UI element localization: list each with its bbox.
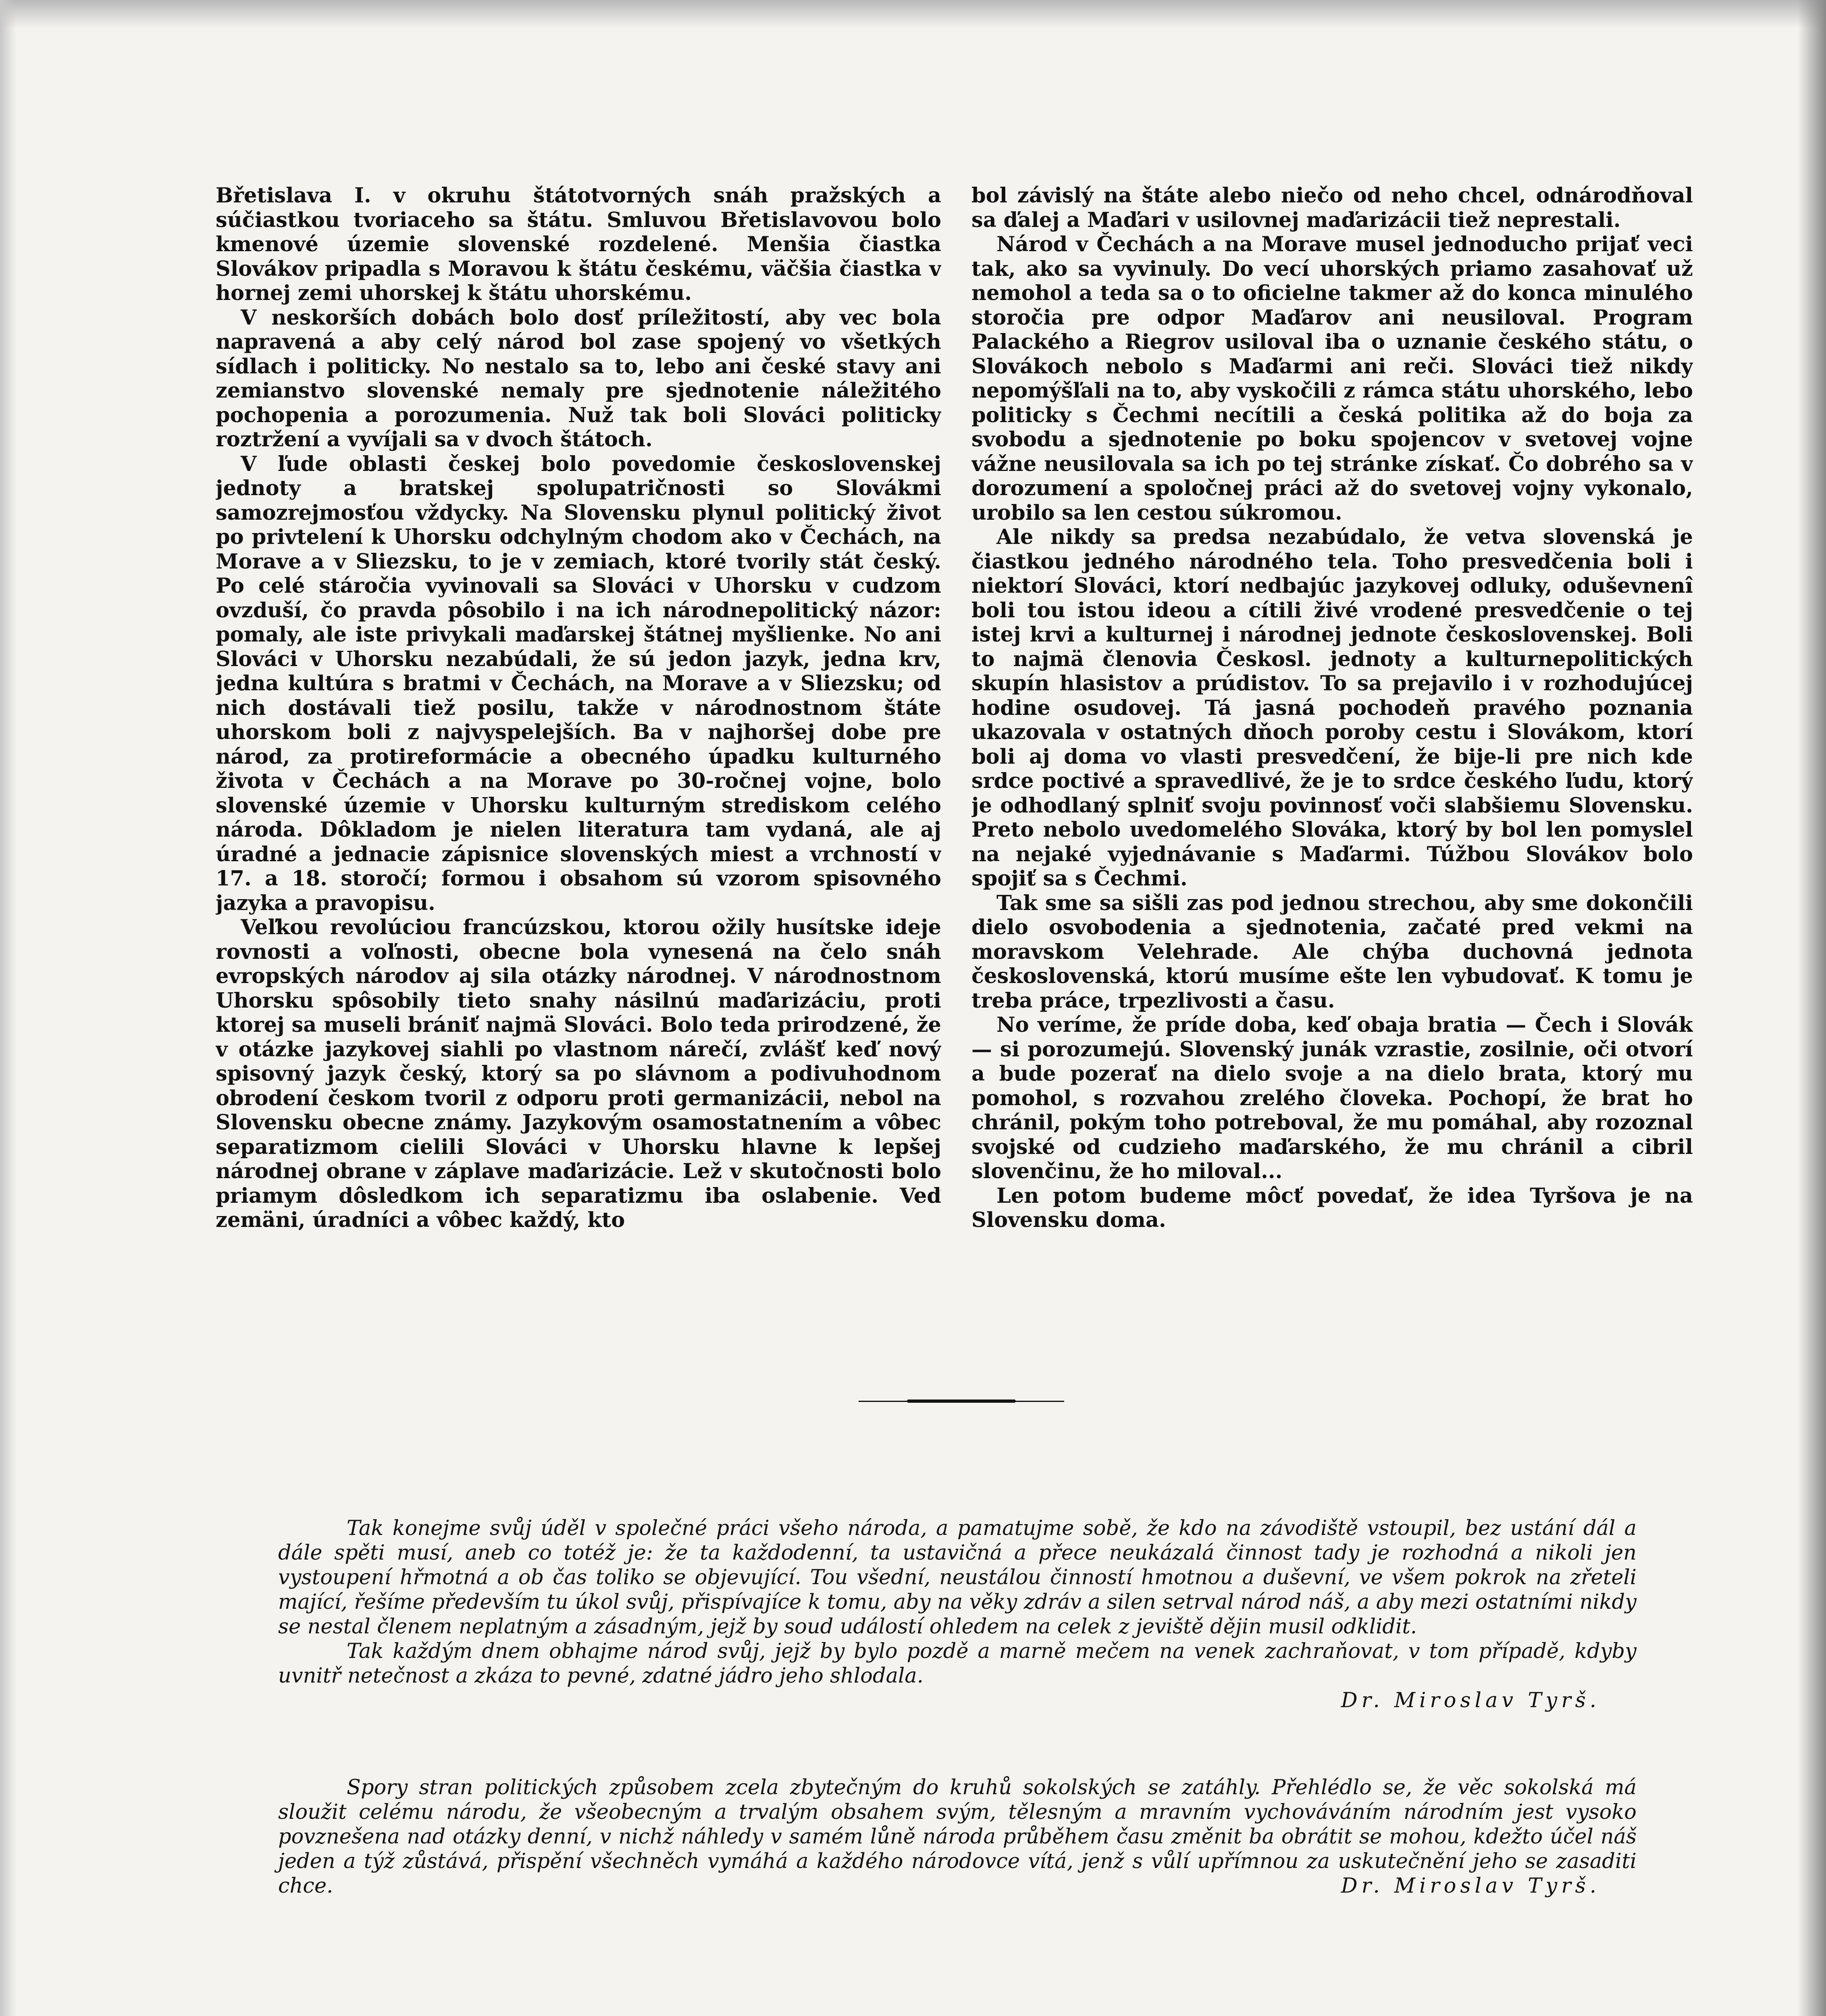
paragraph: Ale nikdy sa predsa nezabúdalo, že vetva slovenská je čiastkou jedného národného tela. Toho presvedčenia boli i niektorí Slováci, ktorí nedbajúc jazykovej odluky, oduševnenî boli tou istou ideou a cítili živé vrodené presvedčenie o tej istej krvi a kulturnej i národnej jednote československej. Boli to najmä členovia Českosl. jednoty a kulturnepolitických skupín hlasistov a prúdistov. To sa prejavilo i v rozhodujúcej hodine osudovej. Tá jasná pochodeň pravého poznania ukazovala v ostatných dňoch poroby cestu i Slovákom, ktorí boli aj doma vo vlasti presvedčení, že bije-li pre nich kde srdce poctivé a spravedlivé, že je to srdce českého ľudu, ktorý je odhodlaný splniť svoju povinnosť voči slabšiemu Slovensku. Preto nebolo uvedomelého Slováka, ktorý by bol len pomyslel na nejaké vyjednávanie s Maďarmi. Túžbou Slovákov bolo spojiť sa s Čechmi. [971,525,1693,891]
article-body [216,183,1693,1353]
scan-shadow-top [0,0,1826,28]
paragraph: No veríme, že príde doba, keď obaja bratia — Čech i Slovák — si porozumejú. Slovenský junák vzrastie, zosilnie, oči otvorí a bude pozerať na dielo svoje a na dielo brata, ktorý mu pomohol, s rozvahou zrelého človeka. Pochopí, že brat ho chránil, pokým toho potreboval, že mu pomáhal, aby rozoznal svojské od cudzieho maďarského, že mu chránil a cibril slovenčinu, že ho miloval... [971,1013,1693,1183]
quotes-section [278,1516,1637,1898]
quote-paragraph [278,1775,1637,1898]
tyrs-quote-1 [278,1516,1637,1713]
paragraph: Veľkou revolúciou francúzskou, ktorou ožily husítske ideje rovnosti a voľnosti, obecne bola vynesená na čelo snáh evropských národov aj sila otázky národnej. V národnostnom Uhorsku spôsobily tieto snahy násilnú maďarizáciu, proti ktorej sa museli brániť najmä Slováci. Bolo teda prirodzené, že v otázke jazykovej siahli po vlastnom nárečí, zvlášť keď nový spisovný jazyk český, ktorý sa po slávnom a podivuhodnom obrodení českom tvoril z odporu proti germanizácii, nebol na Slovensku obecne známy. Jazykovým osamostatnením a vôbec separatizmom cielili Slováci v Uhorsku hlavne k lepšej národnej obrane v záplave maďarizácie. Lež v skutočnosti bolo priamym dôsledkom ich separatizmu iba oslabenie. Veď zemäni, úradníci a vôbec každý, kto [216,915,941,1232]
quote-text: Spory stran politických způsobem zcela zbytečným do kruhů sokolských se zatáhly. Přehlédlo se, že věc sokolská má sloužit celému národu, že všeobecným a trvalým obsahem svým, tělesným a mravním vychováváním národním jest vysoko povznešena nad otázky denní, v nichž náhledy v samém lůně národa průběhem času změnit ba obrátit se mohou, kdežto účel náš jeden a týž zůstává, přispění všechněch vymáhá a každého národovce vítá, jenž s vůlí upřímnou za uskutečnění jeho se zasaditi chce. [278,1776,1637,1898]
paragraph: V neskorších dobách bolo dosť príležitostí, aby vec bola napravená a aby celý národ bol zase spojený vo všetkých sídlach i politicky. No nestalo sa to, lebo ani české stavy ani zemianstvo slovenské nemaly pre sjednotenie náležitého pochopenia a porozumenia. Nuž tak boli Slováci politicky roztržení a vyvíjali sa v dvoch štátoch. [216,305,941,452]
scan-shadow-right [1798,0,1826,2016]
paragraph: Tak sme sa sišli zas pod jednou strechou, aby sme dokončili dielo osvobodenia a sjednotenia, začaté pred vekmi na moravskom Velehrade. Ale chýba duchovná jednota československá, ktorú musíme ešte len vybudovať. K tomu je treba práce, trpezlivosti a času. [971,891,1693,1013]
divider-bar [907,1400,1016,1403]
text-column-right [971,183,1693,1353]
quote-paragraph: Tak konejme svůj úděl v společné práci všeho národa, a pamatujme sobě, že kdo na závodiště vstoupil, bez ustání dál a dále spěti musí, aneb co totéž je: že ta každodenní, ta ustavičná a přece neukázalá činnost tady je rozhodná a nikoli jen vystoupení hřmotná a ob čas toliko se objevující. Tou všední, neustálou činností hmotnou a duševní, ve všem pokrok na zřeteli mající, řešíme především tu úkol svůj, přispívajíce k tomu, aby na věky zdráv a silen setrval národ náš, a aby mezi ostatními nikdy se nestal členem neplatným a zásadným, jejž by soud událostí ohledem na celek z jeviště dějin musil odklidit. [278,1516,1637,1639]
paragraph: bol závislý na štáte alebo niečo od neho chcel, odnárodňoval sa ďalej a Maďari v usilovnej maďarizácii tiež neprestali. [971,183,1693,232]
scan-shadow-left [0,0,16,2016]
tyrs-quote-2 [278,1775,1637,1898]
quote-signature: Dr. Miroslav Tyrš. [1341,1874,1600,1898]
section-divider [859,1399,1064,1403]
paragraph: Len potom budeme môcť povedať, že idea Tyršova je na Slovensku doma. [971,1183,1693,1232]
paragraph: V ľude oblasti českej bolo povedomie československej jednoty a bratskej spolupatričnosti so Slovákmi samozrejmosťou vždycky. Na Slovensku plynul politický život po privtelení k Uhorsku odchylným chodom ako v Čechách, na Morave a v Sliezsku, to je v zemiach, ktoré tvorily stát český. Po celé stáročia vyvinovali sa Slováci v Uhorsku v cudzom ovzduší, čo pravda pôsobilo i na ich národnepolitický názor: pomaly, ale iste privykali maďarskej štátnej myšlienke. No ani Slováci v Uhorsku nezabúdali, že sú jedon jazyk, jedna krv, jedna kultúra s bratmi v Čechách, na Morave a v Sliezsku; od nich dostávali tiež posilu, takže v národnostnom štáte uhorskom boli z najvyspelejších. Ba v najhoršej dobe pre národ, za protireformácie a obecného úpadku kulturného života v Čechách a na Morave po 30-ročnej vojne, bolo slovenské územie v Uhorsku kulturným strediskom celého národa. Dôkladom je nielen literatura tam vydaná, ale aj úradné a jednacie zápisnice slovenských miest a vrchností v 17. a 18. storočí; formou i obsahom sú vzorom spisovného jazyka a pravopisu. [216,452,941,915]
paragraph: Národ v Čechách a na Morave musel jednoducho prijať veci tak, ako sa vyvinuly. Do vecí uhorských priamo zasahovať už nemohol a teda sa o to oficielne takmer až do konca minulého storočia pre odpor Maďarov ani neusiloval. Program Palackého a Riegrov usiloval iba o uznanie českého státu, o Slovákoch nebolo s Maďarmi ani reči. Slováci tiež nikdy nepomýšľali na to, aby vyskočili z rámca státu uhorského, lebo politicky s Čechmi necítili a česká politika až do boja za svobodu a sjednotenie po boku spojencov v svetovej vojne vážne neusilovala sa ich po tej stránke získať. Čo dobrého sa v dorozumení a spoločnej práci až do svetovej vojny vykonalo, urobilo sa len cestou súkromou. [971,232,1693,525]
quote-paragraph: Tak každým dnem obhajme národ svůj, jejž by bylo pozdě a marně mečem na venek zachraňovat, v tom případě, kdyby uvnitř netečnost a zkáza to pevné, zdatné jádro jeho shlodala. [278,1639,1637,1688]
text-column-left [216,183,941,1353]
paragraph: Břetislava I. v okruhu štátotvorných snáh pražských a súčiastkou tvoriaceho sa štátu. Smluvou Břetislavovou bolo kmenové územie slovenské rozdelené. Menšia čiastka Slovákov pripadla s Moravou k štátu českému, väčšia čiastka v hornej zemi uhorskej k štátu uhorskému. [216,183,941,305]
quote-signature: Dr. Miroslav Tyrš. [1341,1689,1600,1712]
